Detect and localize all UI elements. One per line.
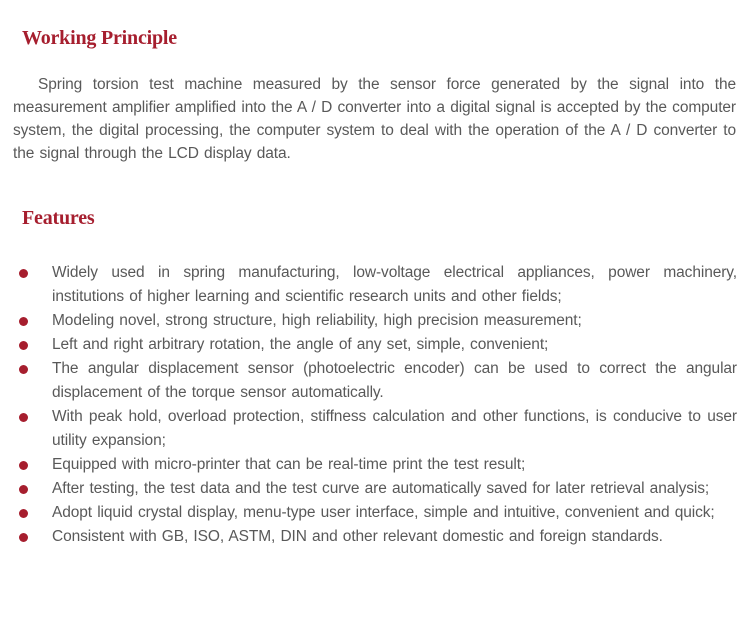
bullet-icon: [19, 341, 28, 350]
feature-text: Equipped with micro-printer that can be real-time print the test result;: [52, 456, 526, 473]
feature-item: [52, 477, 737, 501]
feature-text: Left and right arbitrary rotation, the angle of any set, simple, convenient;: [52, 336, 549, 353]
feature-item: [52, 501, 737, 525]
feature-text: With peak hold, overload protection, stiffness calculation and other functions, is conducive to user utility expansion;: [52, 408, 737, 449]
feature-item: [52, 309, 737, 333]
bullet-icon: [19, 269, 28, 278]
feature-text: The angular displacement sensor (photoelectric encoder) can be used to correct the angular displacement of the torque sensor automatically.: [52, 360, 737, 401]
feature-item: [52, 525, 737, 549]
bullet-icon: [19, 509, 28, 518]
bullet-icon: [19, 533, 28, 542]
feature-text: Adopt liquid crystal display, menu-type user interface, simple and intuitive, convenient and quick;: [52, 504, 715, 521]
features-list: [0, 261, 737, 549]
feature-text: After testing, the test data and the test curve are automatically saved for later retrieval analysis;: [52, 480, 710, 497]
features-heading: Features: [22, 207, 95, 229]
working-principle-paragraph: Spring torsion test machine measured by the sensor force generated by the signal into the measurement amplifier amplified into the A / D converter into a digital signal is accepted by the computer system, the digital processing, the computer system to deal with the operation of the A / D converter to the signal through the LCD display data.: [13, 76, 736, 162]
bullet-icon: [19, 461, 28, 470]
working-principle-heading: Working Principle: [22, 27, 177, 49]
feature-item: [52, 261, 737, 309]
feature-text: Consistent with GB, ISO, ASTM, DIN and other relevant domestic and foreign standards.: [52, 528, 663, 545]
feature-text: Modeling novel, strong structure, high reliability, high precision measurement;: [52, 312, 582, 329]
bullet-icon: [19, 317, 28, 326]
feature-item: [52, 333, 737, 357]
bullet-icon: [19, 413, 28, 422]
bullet-icon: [19, 365, 28, 374]
feature-text: Widely used in spring manufacturing, low-voltage electrical appliances, power machinery, institutions of higher learning and scientific research units and other fields;: [52, 264, 737, 305]
feature-item: [52, 453, 737, 477]
feature-item: [52, 405, 737, 453]
feature-item: [52, 357, 737, 405]
bullet-icon: [19, 485, 28, 494]
